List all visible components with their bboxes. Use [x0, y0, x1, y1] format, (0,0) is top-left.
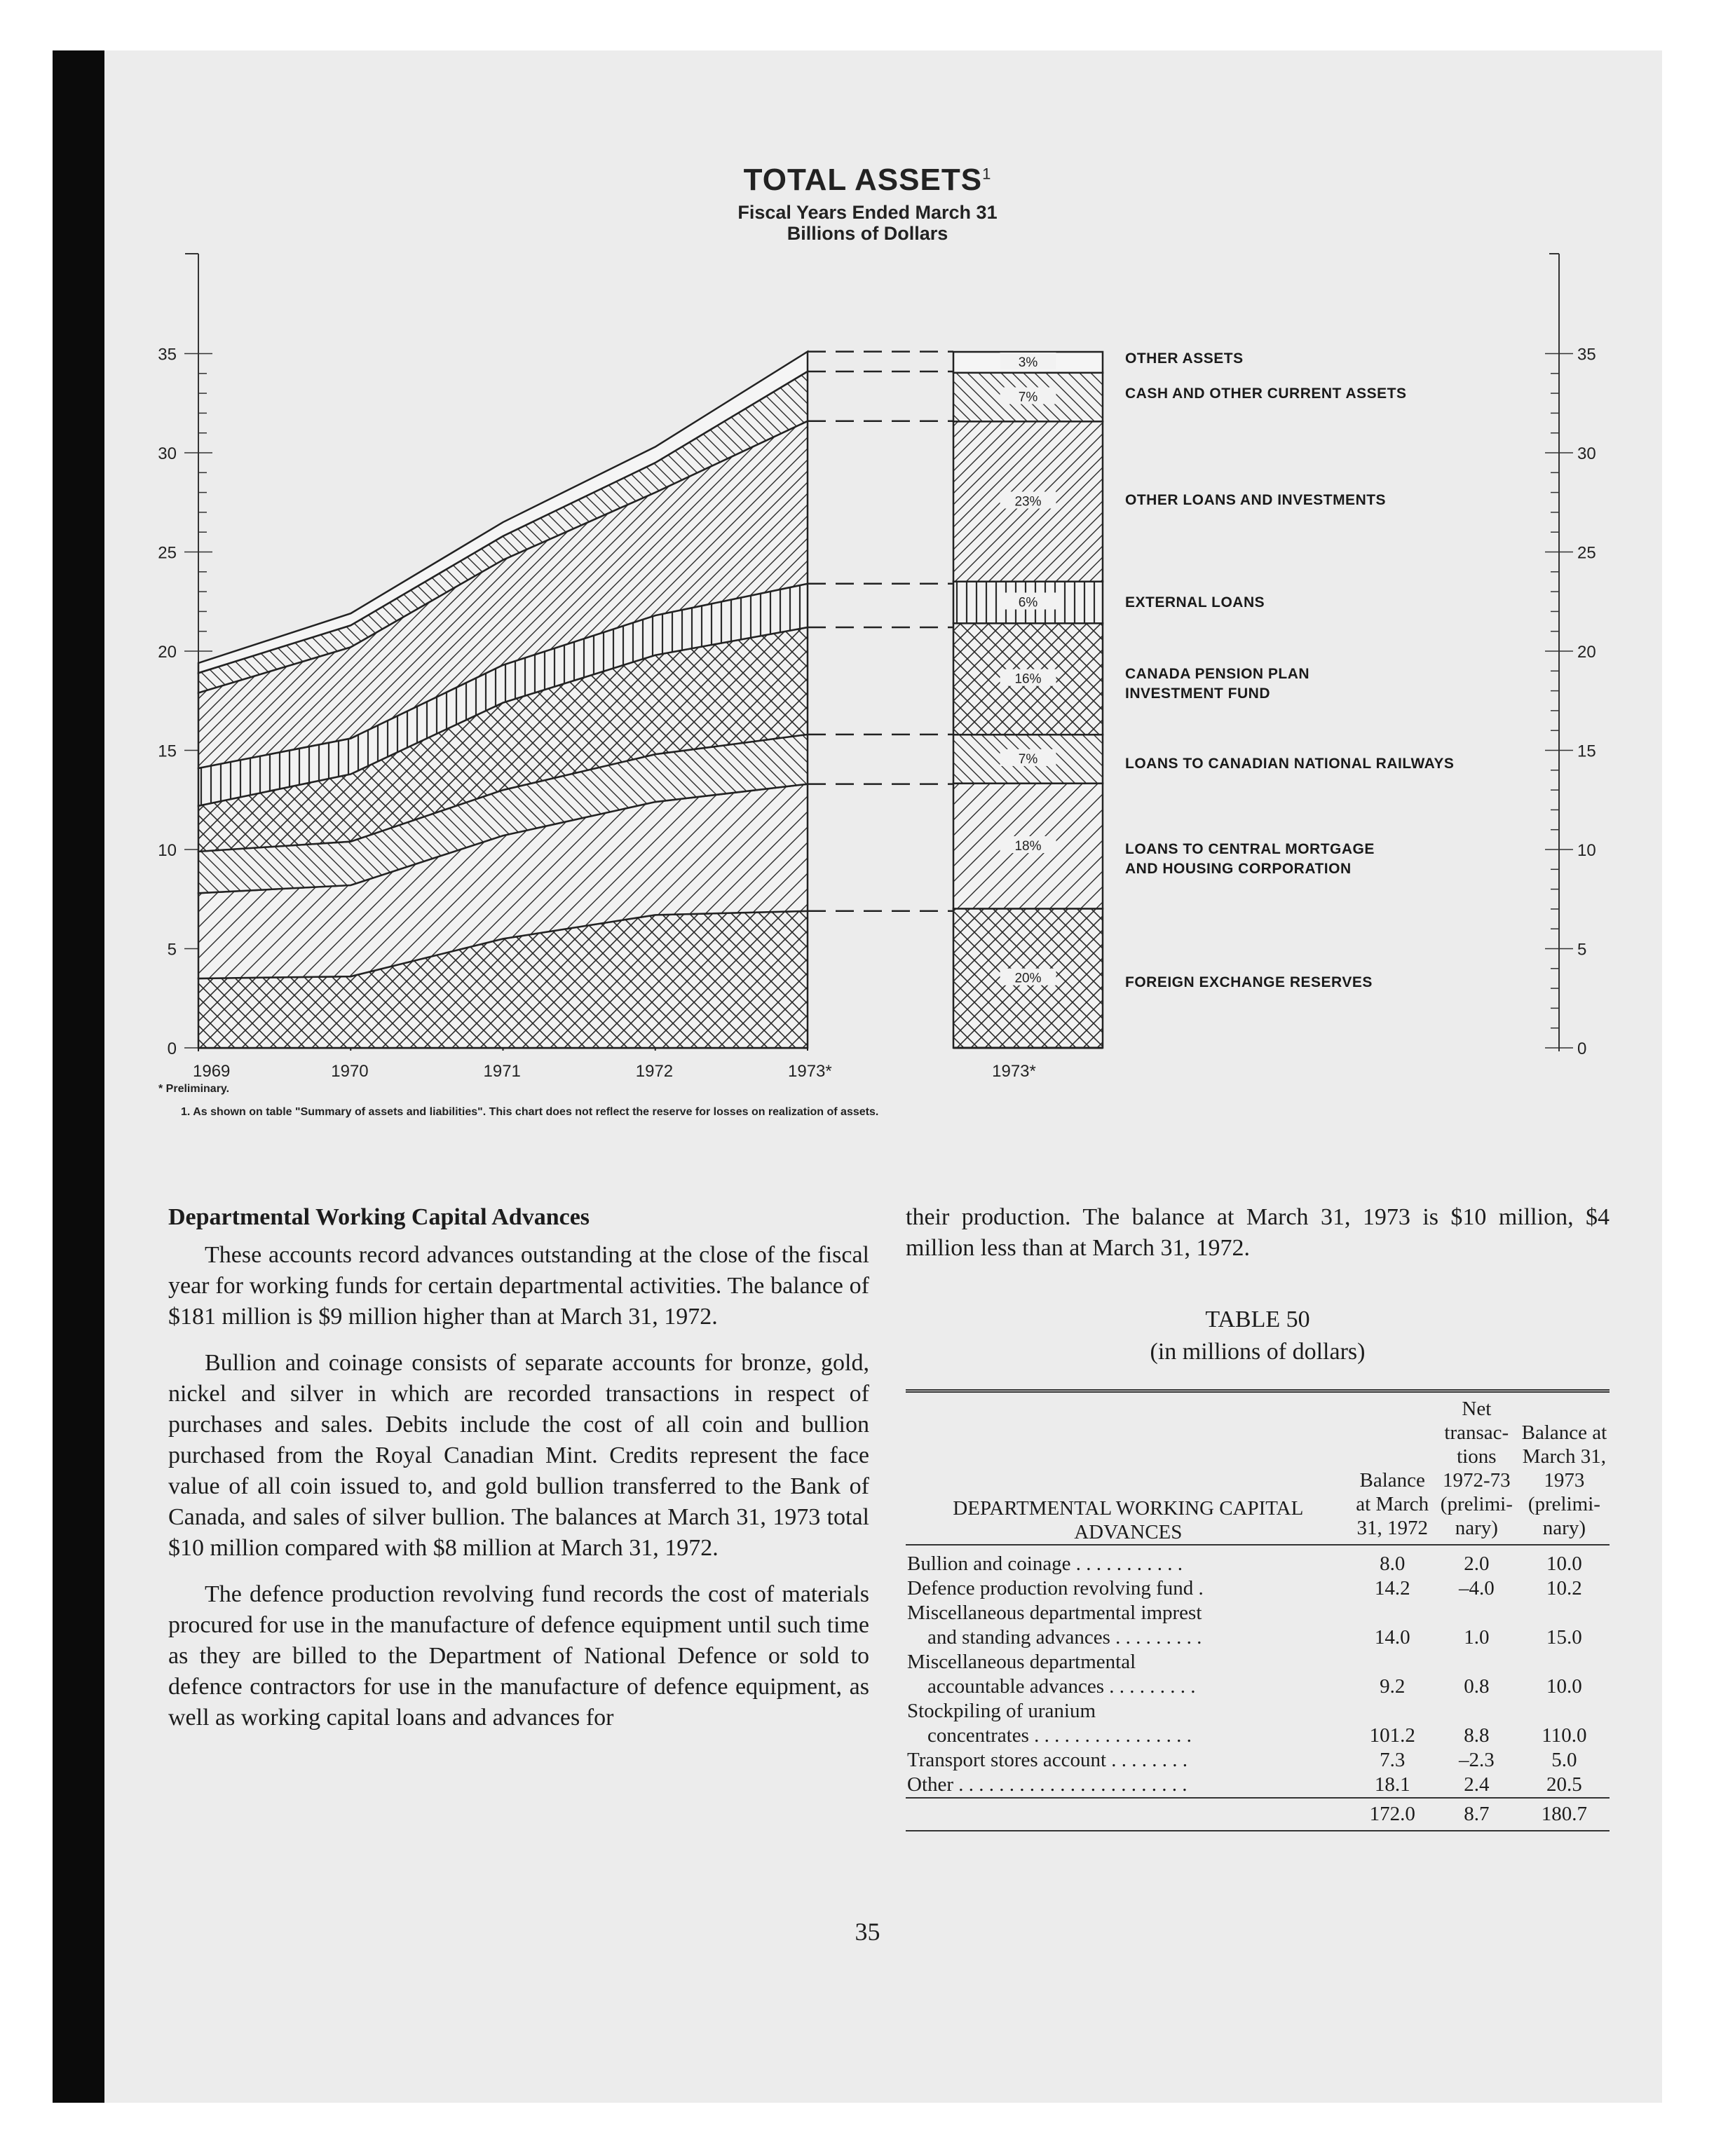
- section-heading: Departmental Working Capital Advances: [168, 1204, 590, 1230]
- category-label: OTHER LOANS AND INVESTMENTS: [1125, 492, 1387, 508]
- row-value: 8.8: [1464, 1724, 1490, 1747]
- table-row: [906, 1699, 1610, 1724]
- row-value: 9.2: [1380, 1675, 1406, 1698]
- row-item: Stockpiling of uranium: [907, 1700, 1096, 1722]
- table-row: [906, 1674, 1610, 1699]
- chart-subtitle-years: Fiscal Years Ended March 31: [737, 202, 998, 223]
- table-50: [906, 1389, 1610, 1831]
- row-value: 2.4: [1464, 1773, 1490, 1796]
- table-row: [906, 1724, 1610, 1748]
- bar-x-label: 1973*: [992, 1062, 1036, 1081]
- y-tick-label-right: 10: [1577, 841, 1596, 860]
- row-item: accountable advances . . . . . . . . .: [907, 1675, 1196, 1698]
- right-text-column: [906, 1202, 1610, 1279]
- page-number: 35: [855, 1918, 880, 1946]
- header-net-transactions: Net transac- tions 1972-73 (prelimi- nary): [1434, 1391, 1519, 1546]
- category-label: EXTERNAL LOANS: [1125, 594, 1265, 610]
- row-value: 101.2: [1369, 1724, 1415, 1747]
- category-label: LOANS TO CANADIAN NATIONAL RAILWAYS: [1125, 756, 1455, 772]
- table-row: [906, 1576, 1610, 1601]
- pct-label: 3%: [1018, 355, 1038, 370]
- left-text-column: [168, 1202, 869, 1749]
- stacked-areas: [198, 352, 808, 1048]
- row-item: concentrates . . . . . . . . . . . . . . . .: [907, 1724, 1192, 1747]
- y-tick-label-left: 20: [158, 643, 177, 662]
- row-value: [1434, 1699, 1519, 1724]
- row-value: 10.2: [1546, 1577, 1582, 1599]
- category-label: OTHER ASSETS: [1125, 350, 1244, 367]
- table-row: [906, 1748, 1610, 1773]
- y-tick-label-right: 20: [1577, 643, 1596, 662]
- table-row: [906, 1650, 1610, 1674]
- y-tick-label-left: 30: [158, 444, 177, 463]
- row-value: [1434, 1601, 1519, 1625]
- row-value: 20.5: [1546, 1773, 1582, 1796]
- table-caption: [906, 1304, 1610, 1368]
- pct-label: 20%: [1014, 971, 1042, 986]
- category-label: CANADA PENSION PLAN: [1125, 666, 1310, 682]
- row-value: [1519, 1650, 1610, 1674]
- row-value: [1351, 1601, 1434, 1625]
- y-tick-label-right: 15: [1577, 742, 1596, 761]
- 1973-percent-bar: [808, 352, 1103, 1081]
- row-value: [1351, 1699, 1434, 1724]
- y-tick-label-left: 0: [167, 1039, 177, 1058]
- table-units: (in millions of dollars): [1150, 1339, 1366, 1365]
- table-row: [906, 1545, 1610, 1576]
- row-value: 18.1: [1374, 1773, 1410, 1796]
- pct-label: 18%: [1014, 839, 1042, 854]
- table-row: [906, 1773, 1610, 1798]
- table-header-row: [906, 1391, 1610, 1546]
- row-value: 8.0: [1380, 1553, 1406, 1575]
- y-tick-label-right: 0: [1577, 1039, 1587, 1058]
- row-value: [1434, 1650, 1519, 1674]
- x-tick-label: 1972: [635, 1062, 674, 1081]
- row-item: Defence production revolving fund .: [907, 1577, 1204, 1599]
- chart-subtitle-units: Billions of Dollars: [787, 223, 948, 244]
- row-value: 0.8: [1464, 1675, 1490, 1698]
- row-value: [1351, 1650, 1434, 1674]
- x-tick-label: 1971: [483, 1062, 521, 1081]
- table-total-row: [906, 1798, 1610, 1831]
- row-item: Miscellaneous departmental: [907, 1651, 1136, 1673]
- y-tick-label-left: 25: [158, 543, 177, 563]
- x-tick-label: 1973*: [788, 1062, 832, 1081]
- x-tick-label: 1969: [193, 1062, 231, 1081]
- y-tick-label-left: 5: [167, 940, 177, 960]
- table-body: [906, 1545, 1610, 1831]
- row-value: [1519, 1601, 1610, 1625]
- y-tick-label-right: 35: [1577, 345, 1596, 364]
- y-tick-label-right: 30: [1577, 444, 1596, 463]
- row-value: –2.3: [1458, 1749, 1495, 1771]
- row-value: 2.0: [1464, 1553, 1490, 1575]
- x-tick-label: 1970: [331, 1062, 369, 1081]
- header-balance-1973: Balance at March 31, 1973 (prelimi- nary): [1519, 1391, 1610, 1546]
- row-value: 15.0: [1546, 1626, 1582, 1649]
- header-balance-1972: Balance at March 31, 1972: [1351, 1391, 1434, 1546]
- chart-title: TOTAL ASSETS$^1$: [743, 163, 992, 197]
- category-label: FOREIGN EXCHANGE RESERVES: [1125, 974, 1373, 990]
- chart-footnote-preliminary: * Preliminary.: [158, 1083, 230, 1095]
- paragraph-2: Bullion and coinage consists of separate accounts for bronze, gold, nickel and silver in which are recorded transactions in respect of purchases and sales. Debits include the cost of all coin and bullion purchased from the Royal Canadian Mint. Credits represent the face value of all coin issued to, and gold bullion transferred to the Bank of Canada, and sales of silver bullion. The balances at March 31, 1973 total $10 million compared with $8 million at March 31, 1972.: [168, 1350, 869, 1561]
- total-value: 8.7: [1434, 1798, 1519, 1831]
- table-row: [906, 1601, 1610, 1625]
- category-label: CASH AND OTHER CURRENT ASSETS: [1125, 386, 1407, 402]
- y-tick-label-left: 10: [158, 841, 177, 860]
- y-tick-label-left: 15: [158, 742, 177, 761]
- row-value: 110.0: [1542, 1724, 1587, 1747]
- paragraph-1: These accounts record advances outstanding at the close of the fiscal year for working funds for certain departmental activities. The balance of $181 million is $9 million higher than at March 31, 1972.: [168, 1242, 869, 1330]
- total-label: [906, 1798, 1351, 1831]
- row-item: Bullion and coinage . . . . . . . . . . .: [907, 1553, 1183, 1575]
- row-value: 5.0: [1551, 1749, 1577, 1771]
- category-label: LOANS TO CENTRAL MORTGAGE: [1125, 841, 1375, 857]
- pct-label: 6%: [1018, 595, 1038, 610]
- row-value: 1.0: [1464, 1626, 1490, 1649]
- chart-footnote-source: 1. As shown on table "Summary of assets and liabilities". This chart does not reflect the reserve for losses on realization of assets.: [181, 1106, 879, 1118]
- y-tick-label-right: 25: [1577, 543, 1596, 563]
- row-item: Transport stores account . . . . . . . .: [907, 1749, 1188, 1771]
- table-row: [906, 1625, 1610, 1650]
- pct-label: 16%: [1014, 671, 1042, 687]
- y-tick-label-left: 35: [158, 345, 177, 364]
- table-number: TABLE 50: [1205, 1306, 1310, 1332]
- header-item: DEPARTMENTAL WORKING CAPITAL ADVANCES: [906, 1391, 1351, 1546]
- row-item: and standing advances . . . . . . . . .: [907, 1626, 1202, 1649]
- row-value: 14.2: [1374, 1577, 1410, 1599]
- pct-label: 7%: [1018, 751, 1038, 767]
- pct-label: 23%: [1014, 494, 1042, 510]
- row-value: 10.0: [1546, 1675, 1582, 1698]
- row-value: 10.0: [1546, 1553, 1582, 1575]
- row-item: Other . . . . . . . . . . . . . . . . . . . . . . .: [907, 1773, 1188, 1796]
- paragraph-4: their production. The balance at March 31, 1973 is $10 million, $4 million less than at March 31, 1972.: [906, 1204, 1610, 1261]
- row-value: [1519, 1699, 1610, 1724]
- total-value: 180.7: [1519, 1798, 1610, 1831]
- category-label-line2: INVESTMENT FUND: [1125, 685, 1270, 702]
- pct-label: 7%: [1018, 390, 1038, 405]
- y-tick-label-right: 5: [1577, 940, 1587, 960]
- category-label-line2: AND HOUSING CORPORATION: [1125, 861, 1352, 877]
- total-value: 172.0: [1351, 1798, 1434, 1831]
- category-labels: [1125, 350, 1454, 990]
- row-value: 7.3: [1380, 1749, 1406, 1771]
- paragraph-3: The defence production revolving fund records the cost of materials procured for use in the manufacture of defence equipment until such time as they are billed to the Department of National Defence or sold to defence contractors for use in the manufacture of defence equipment, as well as working capital loans and advances for: [168, 1581, 869, 1731]
- row-item: Miscellaneous departmental imprest: [907, 1602, 1202, 1624]
- row-value: –4.0: [1458, 1577, 1495, 1599]
- row-value: 14.0: [1374, 1626, 1410, 1649]
